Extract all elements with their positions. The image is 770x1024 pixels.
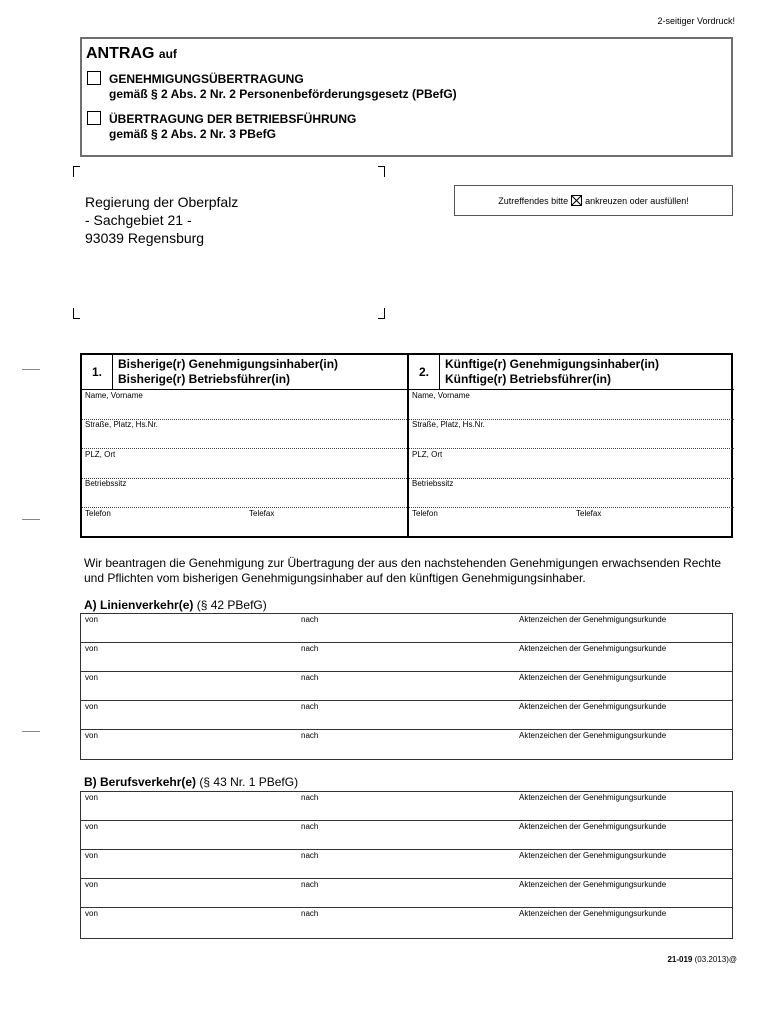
future-holder-column: 2. Künftige(r) Genehmigungsinhaber(in) Künftige(r) Betriebsführer(in) Name, Vorname Straße, Platz, Hs.Nr. PLZ, Ort Betriebssitz Telefon Telefax bbox=[407, 355, 734, 536]
form-code: 21-019 (03.2013)@ bbox=[667, 955, 737, 964]
previous-city-field[interactable]: PLZ, Ort bbox=[82, 449, 407, 479]
recipient-address: Regierung der Oberpfalz - Sachgebiet 21 - 93039 Regensburg bbox=[85, 194, 239, 246]
section-b-title: B) Berufsverkehr(e) (§ 43 Nr. 1 PBefG) bbox=[84, 775, 299, 789]
address-corner-mark bbox=[378, 308, 385, 319]
line-services-table bbox=[80, 613, 733, 760]
address-corner-mark bbox=[73, 166, 80, 177]
transfer-permit-label: GENEHMIGUNGSÜBERTRAGUNG gemäß § 2 Abs. 2 Nr. 2 Personenbeförderungsgesetz (PBefG) bbox=[109, 72, 457, 101]
previous-name-field[interactable]: Name, Vorname bbox=[82, 390, 407, 420]
table-row[interactable]: von nach Aktenzeichen der Genehmigungsurkunde bbox=[81, 792, 732, 821]
address-corner-mark bbox=[73, 308, 80, 319]
table-row[interactable]: von nach Aktenzeichen der Genehmigungsurkunde bbox=[85, 731, 667, 740]
previous-seat-field[interactable]: Betriebssitz bbox=[82, 478, 407, 508]
section-number: 2. bbox=[409, 355, 440, 389]
table-row[interactable]: von nach Aktenzeichen der Genehmigungsurkunde bbox=[81, 821, 732, 850]
fold-mark bbox=[22, 519, 40, 520]
print-note: 2-seitiger Vordruck! bbox=[657, 16, 735, 26]
table-row[interactable]: von nach Aktenzeichen der Genehmigungsurkunde bbox=[85, 909, 667, 918]
table-row[interactable]: von nach Aktenzeichen der Genehmigungsurkunde bbox=[81, 614, 732, 643]
address-corner-mark bbox=[378, 166, 385, 177]
table-row[interactable]: von nach Aktenzeichen der Genehmigungsurkunde bbox=[81, 701, 732, 730]
previous-street-field[interactable]: Straße, Platz, Hs.Nr. bbox=[82, 419, 407, 449]
transfer-permit-checkbox[interactable] bbox=[87, 71, 101, 85]
application-header bbox=[80, 37, 733, 157]
commuter-services-table bbox=[80, 791, 733, 939]
future-seat-field[interactable]: Betriebssitz bbox=[409, 478, 734, 508]
table-row[interactable]: von nach Aktenzeichen der Genehmigungsurkunde bbox=[81, 672, 732, 701]
fold-mark bbox=[22, 731, 40, 732]
future-city-field[interactable]: PLZ, Ort bbox=[409, 449, 734, 479]
instruction-box: Zutreffendes bitte ankreuzen oder ausfüllen! bbox=[454, 185, 733, 216]
transfer-management-label: ÜBERTRAGUNG DER BETRIEBSFÜHRUNG gemäß § 2 Abs. 2 Nr. 3 PBefG bbox=[109, 112, 357, 141]
future-phone-fax-field[interactable]: Telefon Telefax bbox=[412, 509, 602, 518]
section-a-title: A) Linienverkehr(e) (§ 42 PBefG) bbox=[84, 598, 267, 612]
crossed-checkbox-icon bbox=[571, 195, 582, 206]
section-number: 1. bbox=[82, 355, 113, 389]
table-row[interactable]: von nach Aktenzeichen der Genehmigungsurkunde bbox=[81, 879, 732, 908]
previous-phone-fax-field[interactable]: Telefon Telefax bbox=[85, 509, 275, 518]
application-statement: Wir beantragen die Genehmigung zur Übertragung der aus den nachstehenden Genehmigungen erwachsenden Rechte und Pflichten vom bisherigen Genehmigungsinhaber auf den künftigen Genehmigungsinhaber. bbox=[84, 556, 722, 585]
holders-table bbox=[80, 353, 733, 538]
future-name-field[interactable]: Name, Vorname bbox=[409, 390, 734, 420]
page-title: ANTRAG auf bbox=[86, 45, 177, 62]
previous-holder-column: 1. Bisherige(r) Genehmigungsinhaber(in) Bisherige(r) Betriebsführer(in) Name, Vorname Straße, Platz, Hs.Nr. PLZ, Ort Betriebssitz Telefon Telefax bbox=[82, 355, 407, 536]
table-row[interactable]: von nach Aktenzeichen der Genehmigungsurkunde bbox=[81, 850, 732, 879]
transfer-management-checkbox[interactable] bbox=[87, 111, 101, 125]
future-street-field[interactable]: Straße, Platz, Hs.Nr. bbox=[409, 419, 734, 449]
table-row[interactable]: von nach Aktenzeichen der Genehmigungsurkunde bbox=[81, 643, 732, 672]
fold-mark bbox=[22, 369, 40, 370]
